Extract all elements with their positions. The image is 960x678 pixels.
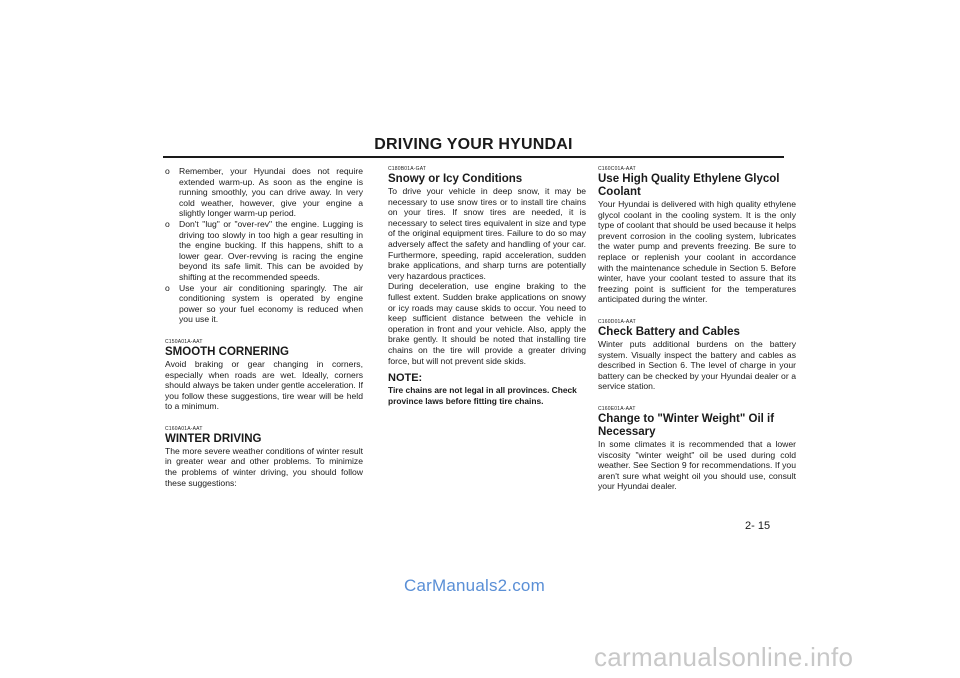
watermark-carmanualsonline: carmanualsonline.info — [594, 642, 854, 672]
column-3 — [598, 166, 796, 492]
section-body: Avoid braking or gear changing in corners, especially when roads are wet. Ideally, corners should always be taken under gentle acceleration. If you follow these suggestions, tire wear will be held to a minimum. — [165, 358, 363, 412]
bullet-text: Use your air conditioning sparingly. The air conditioning system is operated by engine power so your fuel economy is reduced when you use it. — [179, 282, 363, 325]
bullet-mark: o — [165, 282, 170, 293]
section-body: The more severe weather conditions of winter result in greater wear and other problems. To minimize the problems of winter driving, you should follow these suggestions: — [165, 445, 363, 488]
section-title-winter-driving: WINTER DRIVING — [165, 432, 262, 445]
section-code: C180B01A-GAT — [388, 166, 427, 172]
section-code: C160A01A-AAT — [165, 425, 203, 432]
bullet-item — [165, 283, 363, 325]
section-code: C150A01A-AAT — [165, 338, 203, 345]
section-title-coolant: Use High Quality Ethylene Glycol Coolant — [598, 173, 780, 198]
column-2 — [388, 166, 586, 406]
section-title-snowy-icy: Snowy or Icy Conditions — [388, 173, 523, 185]
page-header-title: DRIVING YOUR HYUNDAI — [374, 136, 573, 153]
section-body: Your Hyundai is delivered with high quality ethylene glycol coolant in the cooling system. It is the only type of coolant that should be used because it helps prevent corrosion in the cooling system, lubricates the water pump and prevents freezing. Be sure to replace or replenish your coolant in accordance with the maintenance schedule in Section 5. Before winter, have your coolant tested to assure that its freezing point is sufficient for the temperatures anticipated during the winter. — [598, 199, 796, 305]
section-body: During deceleration, use engine braking to the fullest extent. Sudden brake applications on snowy or icy roads may cause skids to occur. You need to keep sufficient distance between the vehicle in operation in front and your vehicle. Also, apply the brake gently. It should be noted that installing tire chains on the tire will provide a greater driving force, but will not prevent side skids. — [388, 281, 586, 366]
section-title-winter-oil: Change to "Winter Weight" Oil if Necessary — [598, 412, 775, 438]
bullet-text: Don't "lug" or "over-rev" the engine. Lugging is driving too slowly in too high a gear resulting in the engine bucking. If this happens, shift to a lower gear. Over-revving is racing the engine beyond its safe limit. This can be avoided by shifting at the recommended speeds. — [179, 218, 363, 282]
section-body: To drive your vehicle in deep snow, it may be necessary to use snow tires or to install tire chains on your tires. If snow tires are needed, it is necessary to select tires equivalent in size and type of the original equipment tires. Failure to do so may adversely affect the safety and handling of your car. Furthermore, speeding, rapid acceleration, sudden brake applications, and sharp turns are potentially very hazardous practices. — [388, 186, 586, 281]
section-code: C160D01A-AAT — [598, 318, 636, 325]
bullet-item — [165, 166, 363, 219]
note-text: Tire chains are not legal in all provinces. Check province laws before fitting tire chains. — [388, 385, 577, 406]
page-number: 2- 15 — [745, 520, 771, 532]
header-rule — [163, 156, 784, 158]
column-1 — [165, 166, 363, 488]
note-title: NOTE: — [388, 372, 423, 385]
bullet-mark: o — [165, 218, 170, 229]
section-title-battery: Check Battery and Cables — [598, 325, 740, 338]
bullet-text: Remember, your Hyundai does not require extended warm-up. As soon as the engine is running smoothly, you can drive away. In very cold weather, however, give your engine a slightly longer warm-up period. — [179, 166, 363, 219]
watermark-carmanuals2: CarManuals2.com — [404, 576, 545, 595]
bullet-mark: o — [165, 166, 170, 176]
section-title-smooth-cornering: SMOOTH CORNERING — [165, 345, 289, 358]
bullet-item — [165, 219, 363, 283]
section-body: Winter puts additional burdens on the battery system. Visually inspect the battery and cables as described in Section 6. The level of charge in your battery can be checked by your Hyundai dealer or a service station. — [598, 338, 796, 392]
section-code: C160C01A-AAT — [598, 166, 636, 172]
section-body: In some climates it is recommended that a lower viscosity "winter weight" oil be used during cold weather. See Section 9 for recommendations. If you aren't sure what weight oil you should use, consult your Hyundai dealer. — [598, 438, 796, 492]
section-code: C160E01A-AAT — [598, 405, 636, 412]
